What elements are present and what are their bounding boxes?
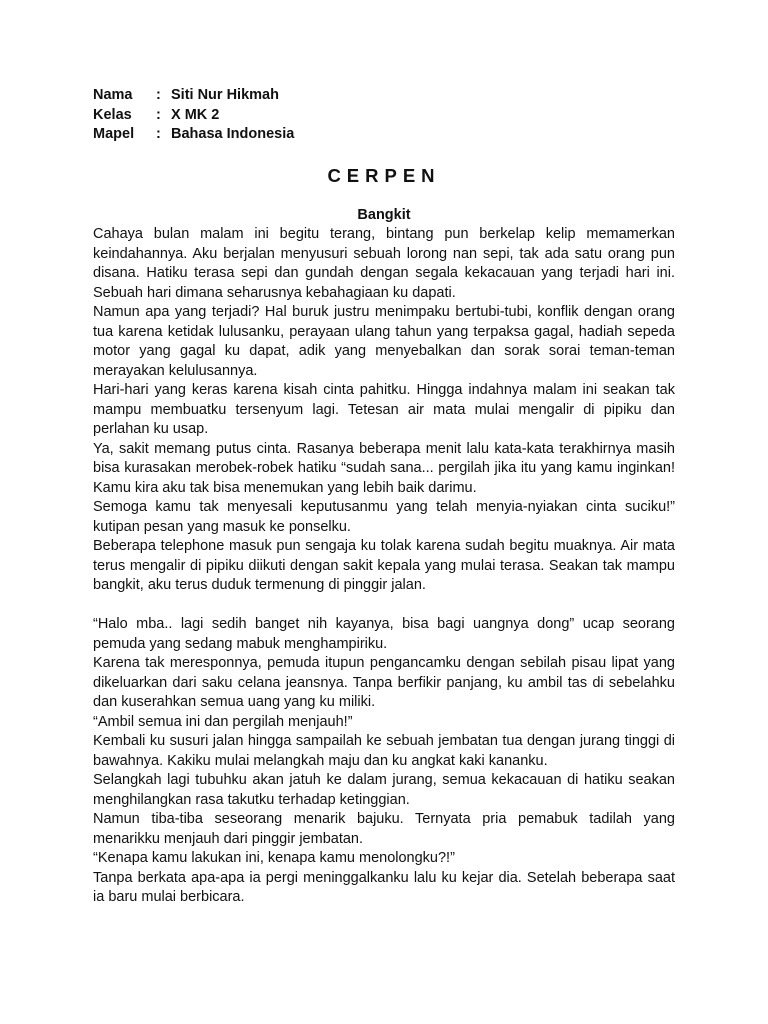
name-label: Nama	[93, 87, 133, 103]
paragraph: “Kenapa kamu lakukan ini, kenapa kamu menolongku?!”	[93, 850, 455, 866]
story-title: Bangkit	[357, 207, 411, 223]
paragraph: Hari-hari yang keras karena kisah cinta pahitku. Hingga indahnya malam ini seakan tak mampu membuatku tersenyum lagi. Tetesan air mata mulai mengalir di pipiku dan perlahan ku usap.	[93, 382, 675, 437]
subject-row	[93, 125, 294, 145]
name-value: Siti Nur Hikmah	[171, 87, 279, 103]
name-row	[93, 86, 294, 106]
subject-label: Mapel	[93, 126, 135, 142]
paragraph: “Ambil semua ini dan pergilah menjauh!”	[93, 713, 353, 730]
paragraph: Cahaya bulan malam ini begitu terang, bintang pun berkelap kelip memamerkan keindahannya. Aku berjalan menyusuri sebuah lorong nan sepi, tak ada satu orang pun disana. Hatiku terasa sepi dan gundah dengan segala kekacauan yang terjadi hari ini. Sebuah hari dimana seharusnya kebahagiaan ku dapati.	[93, 226, 675, 301]
story-body	[93, 225, 675, 908]
class-colon: :	[156, 106, 161, 123]
paragraph: Ya, sakit memang putus cinta. Rasanya beberapa menit lalu kata-kata terakhirnya masih bisa kurasakan merobek-robek hatiku “sudah sana... pergilah jika itu yang kamu inginkan! Kamu kira aku tak bisa menemukan yang lebih baik darimu.	[93, 440, 675, 496]
paragraph: Karena tak meresponnya, pemuda itupun pengancamku dengan sebilah pisau lipat yang dikeluarkan dari saku celana jeansnya. Tanpa berfikir panjang, ku ambil tas di sebelahku dan kuserahkan semua uang yang ku miliki.	[93, 655, 675, 710]
paragraph: Kembali ku susuri jalan hingga sampailah ke sebuah jembatan tua dengan jurang tinggi di bawahnya. Kakiku mulai melangkah maju dan ku angkat kaki kananku.	[93, 733, 675, 769]
paragraph: Semoga kamu tak menyesali keputusanmu yang telah menyia-nyiakan cinta suciku!” kutipan pesan yang masuk ke ponselku.	[93, 499, 675, 535]
paragraph: Beberapa telephone masuk pun sengaja ku tolak karena sudah begitu muaknya. Air mata terus mengalir di pipiku diikuti dengan sakit kepala yang mulai terasa. Seakan tak mampu bangkit, aku terus duduk termenung di pinggir jalan.	[93, 538, 675, 593]
subject-colon: :	[156, 126, 161, 142]
class-value: X MK 2	[171, 106, 220, 123]
class-row	[93, 106, 294, 126]
paragraph: Namun apa yang terjadi? Hal buruk justru menimpaku bertubi-tubi, konflik dengan orang tua karena ketidak lulusanku, perayaan ulang tahun yang terpaksa gagal, hadiah sepeda motor yang gagal ku dapat, adik yang menyebalkan dan sorak sorai teman-teman merayakan kelulusannya.	[93, 304, 675, 379]
paragraph: Selangkah lagi tubuhku akan jatuh ke dalam jurang, semua kekacauan di hatiku seakan menghilangkan rasa takutku terhadap ketinggian.	[93, 772, 675, 808]
subject-value: Bahasa Indonesia	[171, 126, 295, 142]
class-label: Kelas	[93, 106, 132, 123]
paragraph: Namun tiba-tiba seseorang menarik bajuku. Ternyata pria pemabuk tadilah yang menarikku menjauh dari pinggir jembatan.	[93, 811, 675, 847]
document-title: CERPEN	[327, 165, 441, 186]
paragraph: Tanpa berkata apa-apa ia pergi meninggalkanku lalu ku kejar dia. Setelah beberapa saat ia baru mulai berbicara.	[93, 869, 675, 905]
paragraph: “Halo mba.. lagi sedih banget nih kayanya, bisa bagi uangnya dong” ucap seorang pemuda yang sedang mabuk menghampiriku.	[93, 616, 675, 652]
student-info-header	[93, 86, 294, 145]
name-colon: :	[156, 87, 161, 103]
